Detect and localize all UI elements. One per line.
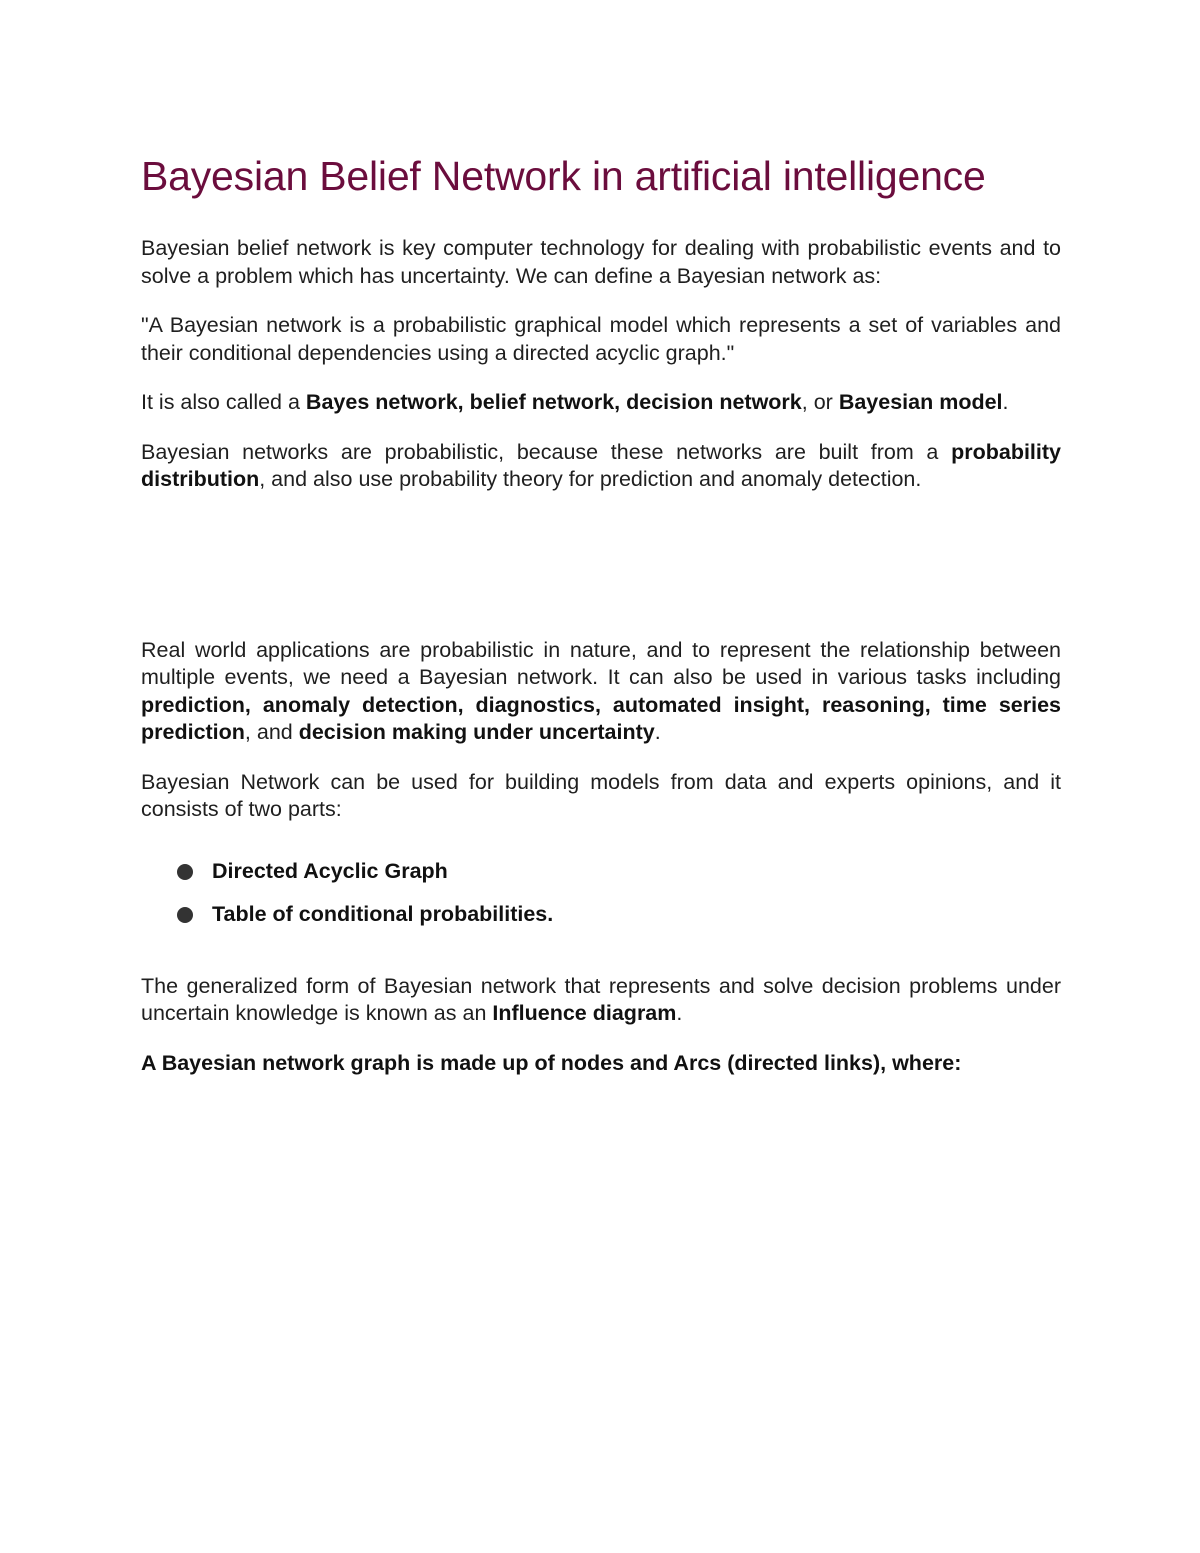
list-item-label: Directed Acyclic Graph [212, 858, 448, 883]
text-span: , and also use probability theory for prediction and anomaly detection. [259, 467, 922, 491]
list-item-label: Table of conditional probabilities. [212, 902, 554, 926]
bullet-icon [177, 907, 193, 923]
text-span: . [654, 720, 661, 744]
list-item [141, 858, 1061, 886]
probabilistic-paragraph [141, 439, 1061, 494]
bullet-icon [177, 864, 193, 880]
text-span: The generalized form of Bayesian network that represents and solve decision problems under uncertain knowledge is known as an [141, 973, 1061, 1025]
also-called-paragraph [141, 389, 1061, 417]
applications-paragraph [141, 637, 1061, 747]
text-span: Real world applications are probabilistic in nature, and to represent the relationship between multiple events, we need a Bayesian network. It can also be used in various tasks including [141, 637, 1061, 689]
text-span: . [1002, 390, 1009, 414]
bold-term: prediction, anomaly detection, diagnostics, automated insight, reasoning, time series prediction [141, 692, 1061, 744]
intro-paragraph: Bayesian belief network is key computer technology for dealing with probabilistic events and to solve a problem which has uncertainty. We can define a Bayesian network as: [141, 236, 1061, 288]
influence-paragraph [141, 973, 1061, 1028]
bold-term: Influence diagram [492, 1001, 677, 1025]
bold-term: Bayes network, belief network, decision network [305, 390, 802, 414]
text-span: , or [801, 390, 839, 414]
text-span: It is also called a [141, 390, 306, 414]
text-span: . [676, 1001, 683, 1025]
graph-definition-heading: A Bayesian network graph is made up of nodes and Arcs (directed links), where: [141, 1050, 962, 1075]
list-item [141, 901, 1061, 929]
bold-term: probability distribution [141, 439, 1061, 491]
bold-term: Bayesian model [838, 390, 1003, 414]
definition-quote: "A Bayesian network is a probabilistic graphical model which represents a set of variables and their conditional dependencies using a directed acyclic graph." [141, 313, 1061, 365]
page-title: Bayesian Belief Network in artificial intelligence [141, 153, 986, 199]
text-span: Bayesian networks are probabilistic, because these networks are built from a [141, 439, 952, 464]
text-span: , and [244, 720, 299, 744]
document-page [141, 150, 1061, 1077]
bold-term: decision making under uncertainty [298, 720, 655, 744]
parts-list [141, 858, 1061, 929]
two-parts-paragraph: Bayesian Network can be used for building models from data and experts opinions, and it consists of two parts: [141, 769, 1061, 821]
